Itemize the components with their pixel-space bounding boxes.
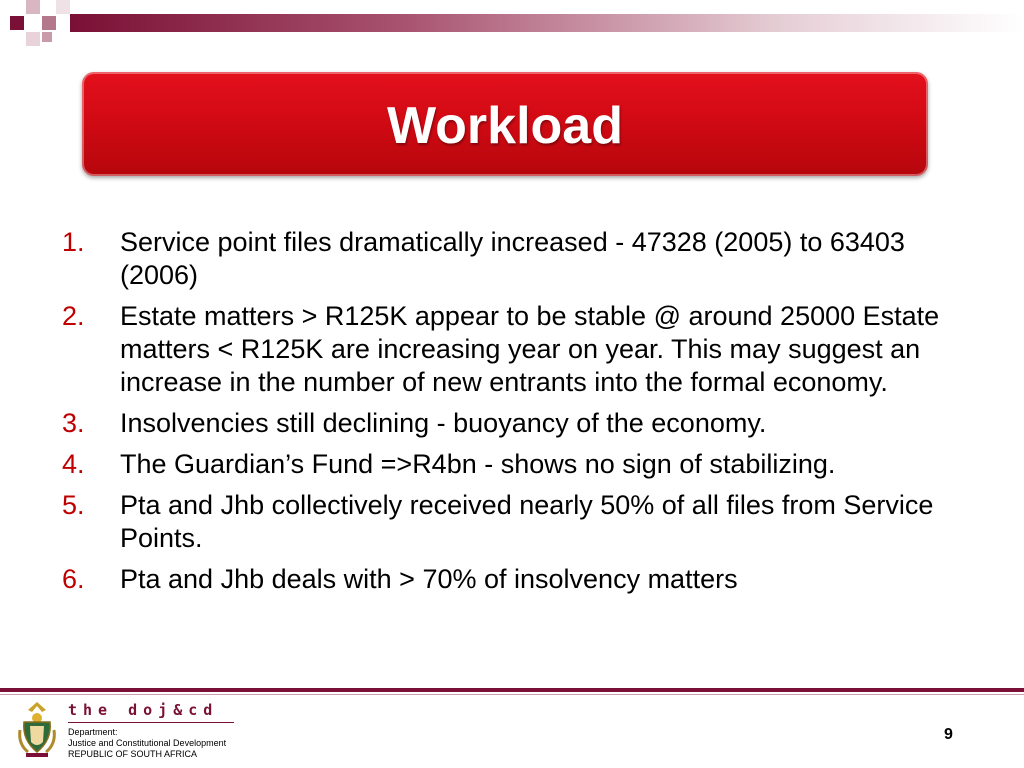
- list-item-number: 4.: [62, 449, 85, 479]
- list-item: [62, 407, 972, 440]
- org-department-name: Justice and Constitutional Development: [68, 738, 227, 748]
- slide-title: Workload: [387, 97, 623, 155]
- list-item-text: Pta and Jhb collectively received nearly 50% of all files from Service Points.: [120, 490, 934, 553]
- list-item: [62, 489, 972, 555]
- list-item-number: 2.: [62, 301, 85, 331]
- list-item-text: Pta and Jhb deals with > 70% of insolvency matters: [120, 564, 738, 594]
- deco-square: [42, 16, 56, 30]
- org-country: REPUBLIC OF SOUTH AFRICA: [68, 749, 198, 759]
- list-item-number: 5.: [62, 490, 85, 520]
- list-item-text: The Guardian’s Fund =>R4bn - shows no sign of stabilizing.: [120, 449, 836, 479]
- top-gradient-bar: [70, 14, 1024, 32]
- deco-square: [26, 32, 40, 46]
- list-item-number: 6.: [62, 564, 85, 594]
- org-department-label: Department:: [68, 727, 118, 737]
- list-item-number: 1.: [62, 227, 85, 257]
- list-item: [62, 448, 972, 481]
- list-item-number: 3.: [62, 408, 85, 438]
- list-item: [62, 300, 972, 399]
- workload-list: [62, 226, 972, 604]
- list-item: [62, 563, 972, 596]
- list-item-text: Insolvencies still declining - buoyancy of the economy.: [120, 408, 767, 438]
- deco-square: [42, 32, 52, 42]
- deco-square: [10, 16, 24, 30]
- footer-rule-thin: [0, 694, 1024, 695]
- deco-square: [56, 0, 70, 14]
- list-item-text: Service point files dramatically increased - 47328 (2005) to 63403 (2006): [120, 227, 905, 290]
- list-item: [62, 226, 972, 292]
- org-rule: [68, 722, 234, 723]
- org-name: the doj&cd: [68, 701, 219, 719]
- coat-of-arms-icon: [14, 700, 60, 760]
- deco-square: [26, 0, 40, 14]
- footer-rule: [0, 688, 1024, 692]
- page-number: 9: [944, 726, 953, 743]
- title-banner: [82, 72, 928, 176]
- list-item-text: Estate matters > R125K appear to be stable @ around 25000 Estate matters < R125K are increasing year on year. This may suggest an increase in the number of new entrants into the formal economy.: [120, 301, 940, 397]
